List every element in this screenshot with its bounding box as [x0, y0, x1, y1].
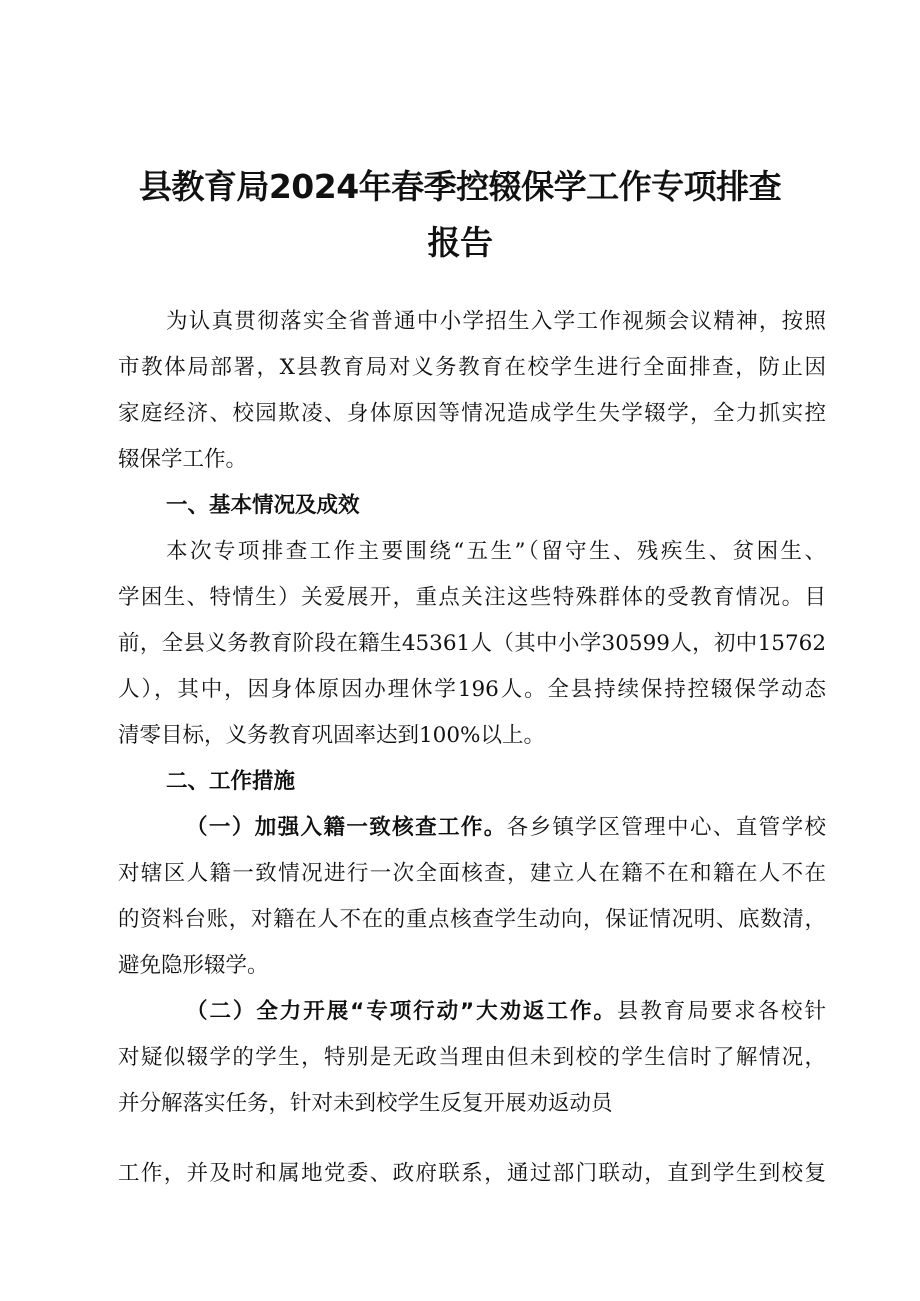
measure-1-text-1: 各乡镇学区管理中心、直管学校 — [506, 815, 826, 840]
measure-1-line-4: 避免隐形辍学。 — [118, 953, 269, 978]
measure-2-line-2: 对疑似辍学的学生，特别是无政当理由但未到校的学生信时了解情况， — [118, 1045, 826, 1070]
section-1-line-4: 人），其中，因身体原因办理休学196人。全县持续保持控辍保学动态 — [118, 677, 826, 702]
document-title-line-1: 县教育局2024年春季控辍保学工作专项排查 — [138, 167, 782, 206]
measure-1-line-2: 对辖区人籍一致情况进行一次全面核查，建立人在籍不在和籍在人不在 — [118, 861, 826, 886]
section-1-line-2: 学困生、特情生）关爱展开，重点关注这些特殊群体的受教育情况。目 — [118, 585, 826, 610]
measure-2-line-4: 工作，并及时和属地党委、政府联系，通过部门联动，直到学生到校复 — [118, 1161, 826, 1186]
section-1-heading: 一、基本情况及成效 — [166, 493, 360, 518]
measure-2-line-1 — [186, 989, 826, 1035]
section-1-line-3: 前，全县义务教育阶段在籍生45361人（其中小学30599人，初中15762 — [118, 631, 826, 656]
measure-2-line-3: 并分解落实任务，针对未到校学生反复开展劝返动员 — [118, 1091, 613, 1116]
intro-line-4: 辍保学工作。 — [118, 447, 248, 472]
intro-line-3: 家庭经济、校园欺凌、身体原因等情况造成学生失学辍学，全力抓实控 — [118, 401, 826, 426]
measure-2-text-1: 县教育局要求各校针 — [616, 999, 826, 1024]
measure-1-line-3: 的资料台账，对籍在人不在的重点核查学生动向，保证情况明、底数清， — [118, 907, 826, 932]
document-title-line-2: 报告 — [427, 223, 493, 262]
section-1-line-5: 清零目标，义务教育巩固率达到100%以上。 — [118, 723, 545, 748]
measure-1-line-1 — [186, 805, 826, 851]
section-1-line-1: 本次专项排查工作主要围绕“五生”（留守生、残疾生、贫困生、 — [166, 539, 826, 564]
measure-2-heading: （二）全力开展“专项行动”大劝返工作。 — [186, 999, 617, 1024]
section-2-heading: 二、工作措施 — [166, 769, 296, 794]
intro-line-2: 市教体局部署，X县教育局对义务教育在校学生进行全面排查，防止因 — [118, 355, 826, 380]
measure-1-heading: （一）加强入籍一致核查工作。 — [186, 815, 507, 840]
intro-line-1: 为认真贯彻落实全省普通中小学招生入学工作视频会议精神，按照 — [166, 309, 826, 334]
